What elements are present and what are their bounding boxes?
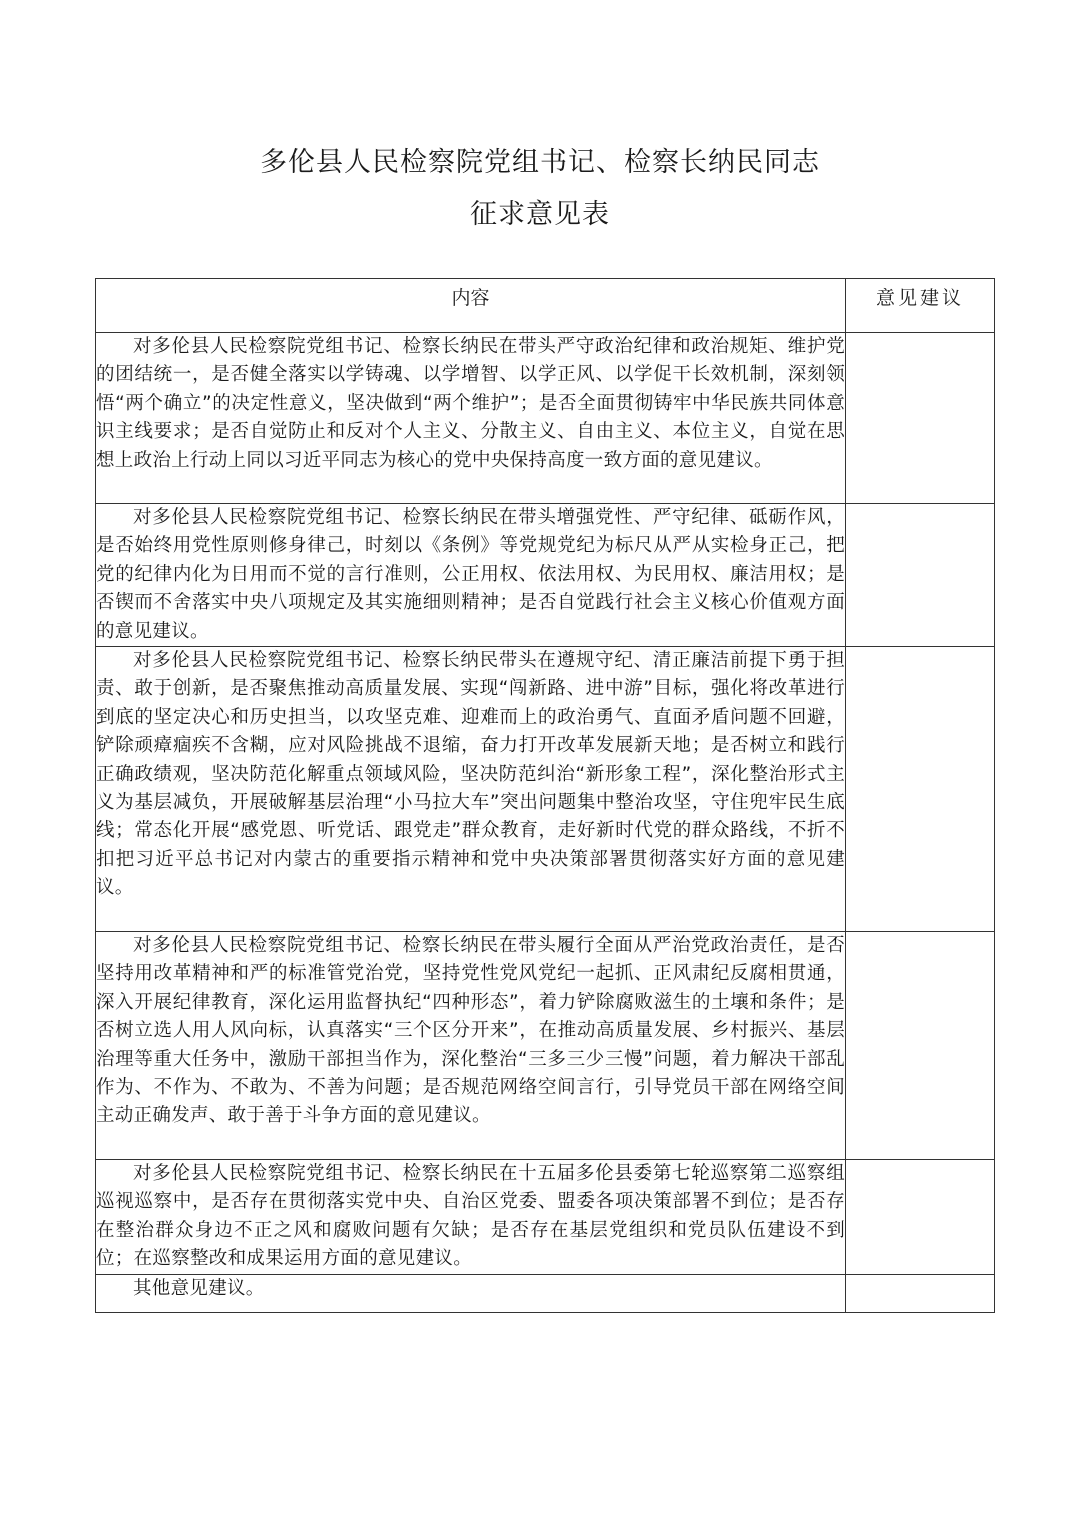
opinion-input-cell[interactable]: [846, 1160, 995, 1275]
content-cell: 对多伦县人民检察院党组书记、检察长纳民带头在遵规守纪、清正廉洁前提下勇于担责、敢于创新，是否聚焦推动高质量发展、实现“闯新路、进中游”目标，强化将改革进行到底的坚定决心和历史担当，以攻坚克难、迎难而上的政治勇气、直面矛盾问题不回避，铲除顽瘴痼疾不含糊，应对风险挑战不退缩，奋力打开改革发展新天地；是否树立和践行正确政绩观，坚决防范化解重点领域风险，坚决防范纠治“新形象工程”，深化整治形式主义为基层减负，开展破解基层治理“小马拉大车”突出问题集中整治攻坚，守住兜牢民生底线；常态化开展“感党恩、听党话、跟党走”群众教育，走好新时代党的群众路线，不折不扣把习近平总书记对内蒙古的重要指示精神和党中央决策部署贯彻落实好方面的意见建议。: [96, 647, 846, 932]
table-row: [96, 504, 995, 647]
table-row: [96, 1275, 995, 1313]
opinion-input-cell[interactable]: [846, 1275, 995, 1313]
opinion-input-cell[interactable]: [846, 504, 995, 647]
content-column-header: 内容: [96, 279, 846, 333]
table-row: [96, 647, 995, 932]
opinion-column-header: 意见建议: [846, 279, 995, 333]
opinion-form-table: [95, 278, 995, 1313]
content-cell: 对多伦县人民检察院党组书记、检察长纳民在带头严守政治纪律和政治规矩、维护党的团结统一，是否健全落实以学铸魂、以学增智、以学正风、以学促干长效机制，深刻领悟“两个确立”的决定性意义，坚决做到“两个维护”；是否全面贯彻铸牢中华民族共同体意识主线要求；是否自觉防止和反对个人主义、分散主义、自由主义、本位主义，自觉在思想上政治上行动上同以习近平同志为核心的党中央保持高度一致方面的意见建议。: [96, 333, 846, 504]
content-cell: 其他意见建议。: [96, 1275, 846, 1313]
table-row: [96, 932, 995, 1160]
table-header-row: [96, 279, 995, 333]
table-row: [96, 333, 995, 504]
opinion-input-cell[interactable]: [846, 932, 995, 1160]
opinion-input-cell[interactable]: [846, 333, 995, 504]
table-row: [96, 1160, 995, 1275]
content-cell: 对多伦县人民检察院党组书记、检察长纳民在十五届多伦县委第七轮巡察第二巡察组巡视巡察中，是否存在贯彻落实党中央、自治区党委、盟委各项决策部署不到位；是否存在整治群众身边不正之风和腐败问题有欠缺；是否存在基层党组织和党员队伍建设不到位；在巡察整改和成果运用方面的意见建议。: [96, 1160, 846, 1275]
opinion-input-cell[interactable]: [846, 647, 995, 932]
content-cell: 对多伦县人民检察院党组书记、检察长纳民在带头履行全面从严治党政治责任，是否坚持用改革精神和严的标准管党治党，坚持党性党风党纪一起抓、正风肃纪反腐相贯通，深入开展纪律教育，深化运用监督执纪“四种形态”，着力铲除腐败滋生的土壤和条件；是否树立选人用人风向标，认真落实“三个区分开来”，在推动高质量发展、乡村振兴、基层治理等重大任务中，激励干部担当作为，深化整治“三多三少三慢”问题，着力解决干部乱作为、不作为、不敢为、不善为问题；是否规范网络空间言行，引导党员干部在网络空间主动正确发声、敢于善于斗争方面的意见建议。: [96, 932, 846, 1160]
content-cell: 对多伦县人民检察院党组书记、检察长纳民在带头增强党性、严守纪律、砥砺作风，是否始终用党性原则修身律己，时刻以《条例》等党规党纪为标尺从严从实检身正己，把党的纪律内化为日用而不觉的言行准则，公正用权、依法用权、为民用权、廉洁用权；是否锲而不舍落实中央八项规定及其实施细则精神；是否自觉践行社会主义核心价值观方面的意见建议。: [96, 504, 846, 647]
document-subtitle: 征求意见表: [470, 199, 610, 230]
document-title: 多伦县人民检察院党组书记、检察长纳民同志: [260, 147, 820, 178]
